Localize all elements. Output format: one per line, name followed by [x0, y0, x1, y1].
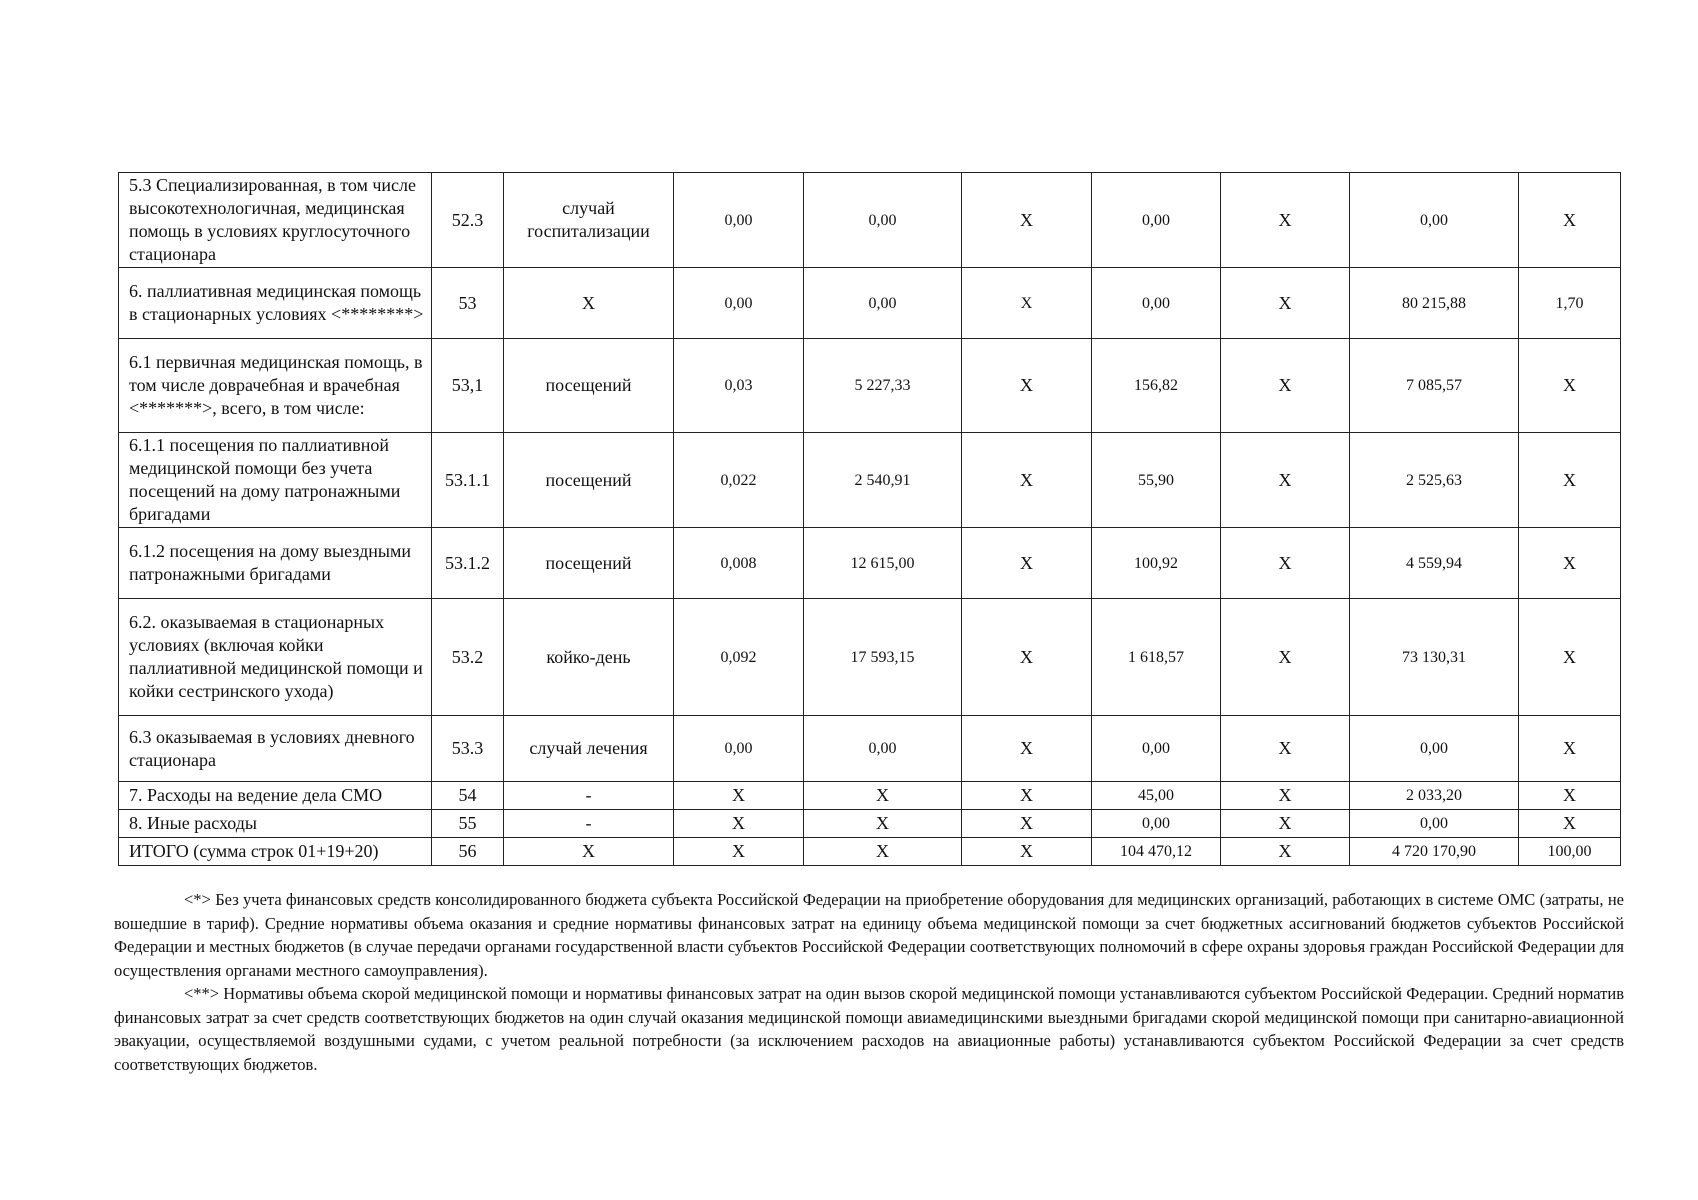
- value-cell: Х: [962, 782, 1092, 810]
- value-cell: Х: [962, 716, 1092, 782]
- row-code-cell: 53.1.1: [432, 433, 504, 528]
- row-unit-cell: посещений: [504, 528, 674, 599]
- row-unit-cell: случай госпитализации: [504, 173, 674, 268]
- row-code-cell: 54: [432, 782, 504, 810]
- value-cell: 100,00: [1519, 838, 1621, 866]
- row-unit-cell: -: [504, 810, 674, 838]
- value-cell: Х: [674, 838, 804, 866]
- value-cell: 0,00: [674, 716, 804, 782]
- value-cell: 0,022: [674, 433, 804, 528]
- value-cell: 17 593,15: [804, 599, 962, 716]
- value-cell: Х: [1519, 173, 1621, 268]
- table-row: [119, 339, 1621, 433]
- row-code-cell: 53: [432, 268, 504, 339]
- value-cell: Х: [674, 810, 804, 838]
- footnotes: [114, 888, 1624, 1076]
- value-cell: Х: [1519, 433, 1621, 528]
- value-cell: 0,00: [1092, 268, 1221, 339]
- value-cell: 0,008: [674, 528, 804, 599]
- row-unit-cell: посещений: [504, 433, 674, 528]
- value-cell: Х: [1221, 433, 1350, 528]
- table-row-total: [119, 838, 1621, 866]
- value-cell: 100,92: [1092, 528, 1221, 599]
- value-cell: 2 525,63: [1350, 433, 1519, 528]
- value-cell: 0,092: [674, 599, 804, 716]
- value-cell: Х: [1519, 810, 1621, 838]
- value-cell: Х: [1221, 599, 1350, 716]
- value-cell: 2 033,20: [1350, 782, 1519, 810]
- row-name-cell: 6.3 оказываемая в условиях дневного стационара: [119, 716, 432, 782]
- table-row: [119, 810, 1621, 838]
- value-cell: Х: [1519, 339, 1621, 433]
- row-name-cell: 6. паллиативная медицинская помощь в стационарных условиях <********>: [119, 268, 432, 339]
- value-cell: 12 615,00: [804, 528, 962, 599]
- table-row: [119, 716, 1621, 782]
- value-cell: Х: [804, 810, 962, 838]
- value-cell: Х: [1221, 528, 1350, 599]
- value-cell: 156,82: [1092, 339, 1221, 433]
- value-cell: 0,00: [1092, 173, 1221, 268]
- row-name-cell: 6.1 первичная медицинская помощь, в том числе доврачебная и врачебная <*******>, всего, в том числе:: [119, 339, 432, 433]
- value-cell: 0,00: [1350, 173, 1519, 268]
- table-row: [119, 599, 1621, 716]
- value-cell: Х: [1221, 838, 1350, 866]
- value-cell: Х: [1221, 810, 1350, 838]
- value-cell: 55,90: [1092, 433, 1221, 528]
- value-cell: Х: [1221, 268, 1350, 339]
- value-cell: 0,00: [674, 173, 804, 268]
- row-name-cell: 6.2. оказываемая в стационарных условиях (включая койки паллиативной медицинской помощи и койки сестринского ухода): [119, 599, 432, 716]
- value-cell: 80 215,88: [1350, 268, 1519, 339]
- value-cell: Х: [804, 782, 962, 810]
- row-name-cell: 5.3 Специализированная, в том числе высокотехнологичная, медицинская помощь в условиях круглосуточного стационара: [119, 173, 432, 268]
- table-row: [119, 782, 1621, 810]
- value-cell: 1 618,57: [1092, 599, 1221, 716]
- value-cell: Х: [962, 268, 1092, 339]
- value-cell: Х: [962, 838, 1092, 866]
- value-cell: 4 720 170,90: [1350, 838, 1519, 866]
- value-cell: 1,70: [1519, 268, 1621, 339]
- row-name-cell: 8. Иные расходы: [119, 810, 432, 838]
- value-cell: Х: [1221, 173, 1350, 268]
- row-code-cell: 53,1: [432, 339, 504, 433]
- value-cell: Х: [962, 339, 1092, 433]
- value-cell: 0,00: [804, 173, 962, 268]
- value-cell: Х: [1519, 599, 1621, 716]
- value-cell: 2 540,91: [804, 433, 962, 528]
- value-cell: Х: [962, 810, 1092, 838]
- table-row: [119, 268, 1621, 339]
- row-code-cell: 52.3: [432, 173, 504, 268]
- row-unit-cell: посещений: [504, 339, 674, 433]
- value-cell: Х: [1221, 716, 1350, 782]
- value-cell: Х: [674, 782, 804, 810]
- table-row: [119, 528, 1621, 599]
- value-cell: 0,00: [1092, 810, 1221, 838]
- value-cell: 0,00: [674, 268, 804, 339]
- value-cell: Х: [804, 838, 962, 866]
- value-cell: 0,00: [1350, 716, 1519, 782]
- row-unit-cell: койко-день: [504, 599, 674, 716]
- row-code-cell: 53.1.2: [432, 528, 504, 599]
- row-code-cell: 53.2: [432, 599, 504, 716]
- value-cell: 0,00: [804, 268, 962, 339]
- value-cell: Х: [962, 173, 1092, 268]
- value-cell: 0,03: [674, 339, 804, 433]
- table-body: [119, 173, 1621, 866]
- value-cell: Х: [962, 599, 1092, 716]
- footnote-2: <**> Нормативы объема скорой медицинской помощи и нормативы финансовых затрат на один вызов скорой медицинской помощи устанавливаются субъектом Российской Федерации. Средний норматив финансовых затрат за счет средств соответствующих бюджетов на один случай оказания медицинской помощи авиамедицинскими выездными бригадами скорой медицинской помощи при санитарно-авиационной эвакуации, осуществляемой воздушными судами, с учетом реальной потребности (за исключением расходов на авиационные работы) устанавливаются субъектом Российской Федерации за счет средств соответствующих бюджетов.: [114, 984, 1624, 1074]
- row-unit-cell: случай лечения: [504, 716, 674, 782]
- row-unit-cell: Х: [504, 838, 674, 866]
- value-cell: Х: [1519, 782, 1621, 810]
- value-cell: 0,00: [1350, 810, 1519, 838]
- value-cell: 4 559,94: [1350, 528, 1519, 599]
- value-cell: Х: [1519, 528, 1621, 599]
- value-cell: Х: [1221, 782, 1350, 810]
- value-cell: Х: [1221, 339, 1350, 433]
- table-row: [119, 433, 1621, 528]
- value-cell: 104 470,12: [1092, 838, 1221, 866]
- row-code-cell: 55: [432, 810, 504, 838]
- row-name-cell: 7. Расходы на ведение дела СМО: [119, 782, 432, 810]
- value-cell: 0,00: [1092, 716, 1221, 782]
- value-cell: Х: [1519, 716, 1621, 782]
- value-cell: Х: [962, 433, 1092, 528]
- footnote-1: <*> Без учета финансовых средств консолидированного бюджета субъекта Российской Федерации на приобретение оборудования для медицинских организаций, работающих в системе ОМС (затраты, не вошедшие в тариф). Средние нормативы объема оказания и средние нормативы финансовых затрат на единицу объема медицинской помощи за счет бюджетных ассигнований бюджетов субъектов Российской Федерации и местных бюджетов (в случае передачи органами государственной власти субъектов Российской Федерации соответствующих полномочий в сфере охраны здоровья граждан Российской Федерации для осуществления органами местного самоуправления).: [114, 890, 1624, 980]
- row-code-cell: 56: [432, 838, 504, 866]
- row-unit-cell: -: [504, 782, 674, 810]
- value-cell: 7 085,57: [1350, 339, 1519, 433]
- value-cell: 0,00: [804, 716, 962, 782]
- value-cell: 5 227,33: [804, 339, 962, 433]
- row-unit-cell: Х: [504, 268, 674, 339]
- row-code-cell: 53.3: [432, 716, 504, 782]
- value-cell: 45,00: [1092, 782, 1221, 810]
- value-cell: 73 130,31: [1350, 599, 1519, 716]
- row-name-cell: 6.1.2 посещения на дому выездными патронажными бригадами: [119, 528, 432, 599]
- value-cell: Х: [962, 528, 1092, 599]
- row-name-cell: ИТОГО (сумма строк 01+19+20): [119, 838, 432, 866]
- financing-table: [118, 172, 1621, 866]
- table-row: [119, 173, 1621, 268]
- row-name-cell: 6.1.1 посещения по паллиативной медицинской помощи без учета посещений на дому патронажными бригадами: [119, 433, 432, 528]
